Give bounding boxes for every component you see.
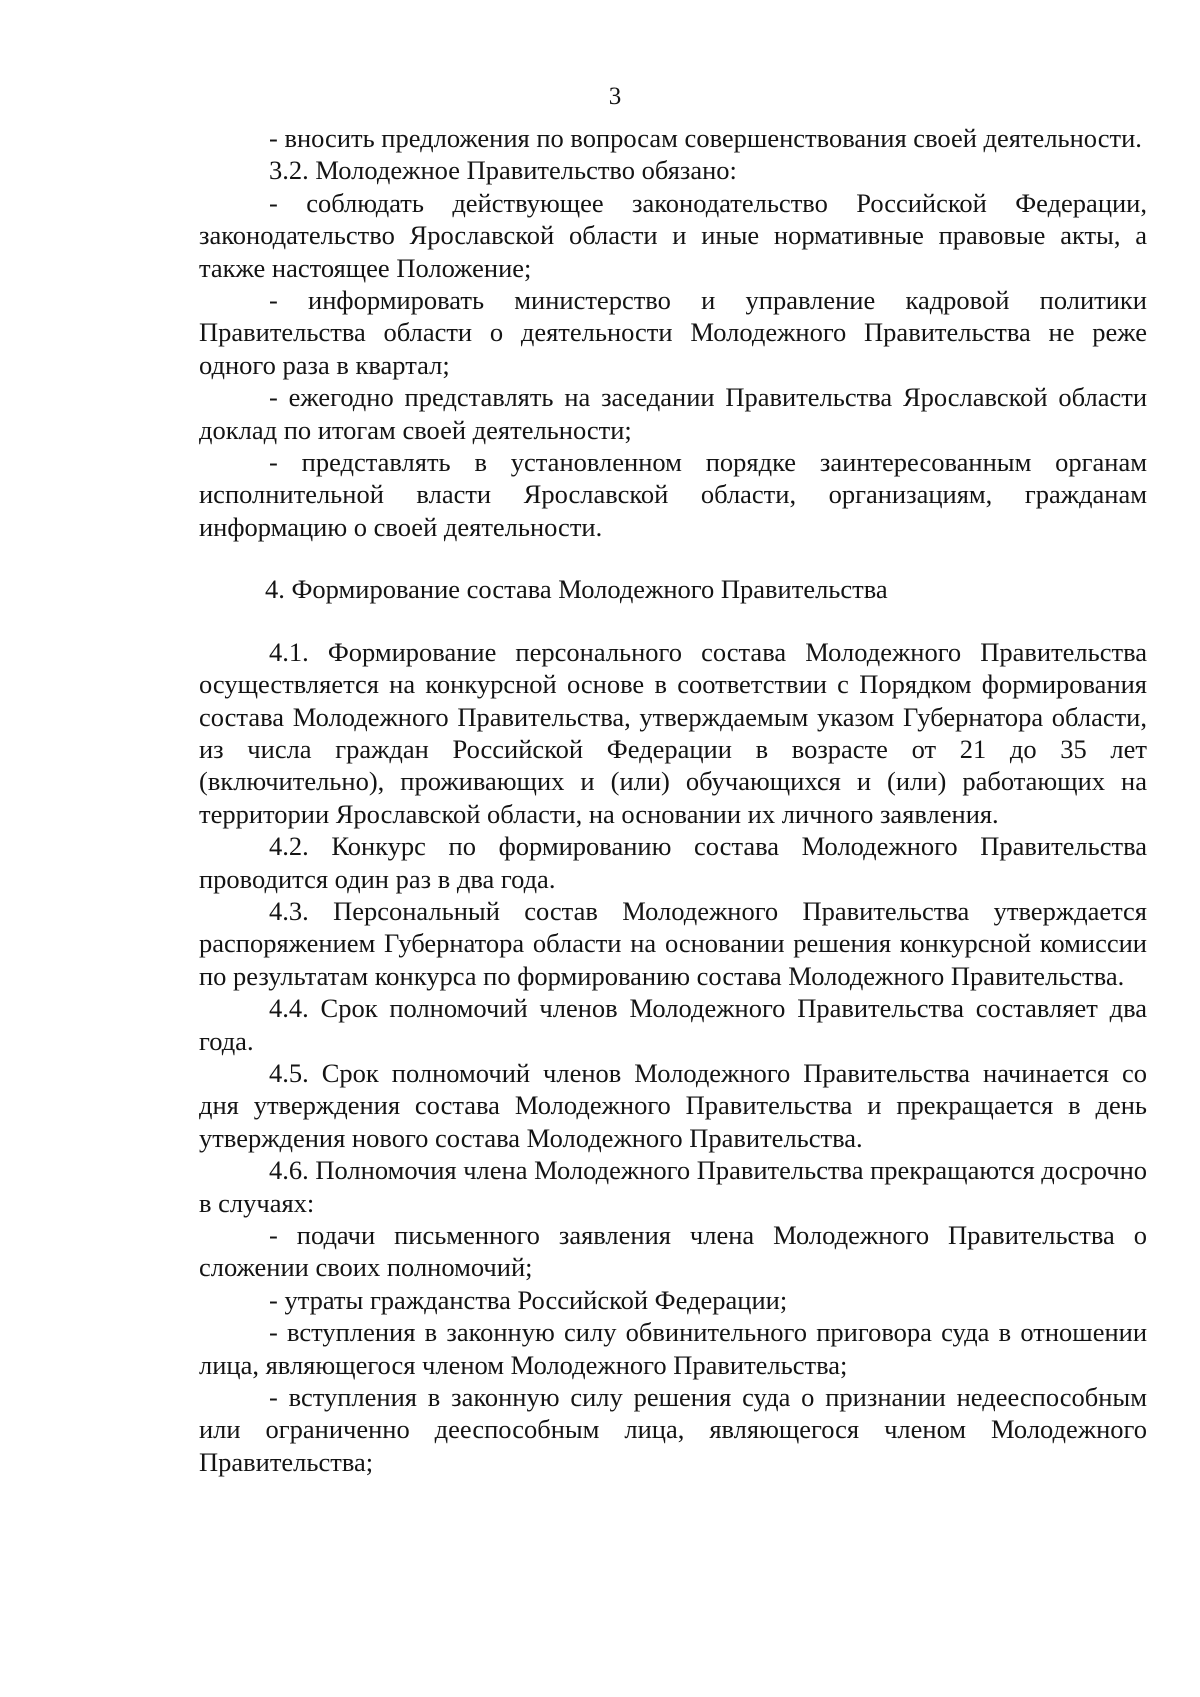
- section-title: 4. Формирование состава Молодежного Правительства: [265, 574, 888, 605]
- paragraph: 4.5. Срок полномочий членов Молодежного Правительства начинается со дня утверждения состава Молодежного Правительства и прекращается в день утверждения нового состава Молодежного Правительства.: [199, 1057, 1147, 1153]
- document-body: [199, 122, 1147, 1478]
- paragraph: - подачи письменного заявления члена Молодежного Правительства о сложении своих полномочий;: [199, 1220, 1147, 1283]
- page-number: 3: [608, 83, 622, 110]
- paragraph: 4.2. Конкурс по формированию состава Молодежного Правительства проводится один раз в два года.: [199, 831, 1147, 894]
- paragraph: - вступления в законную силу решения суда о признании недееспособным или ограниченно дееспособным лица, являющегося членом Молодежного Правительства;: [199, 1382, 1147, 1477]
- paragraph: 4.1. Формирование персонального состава Молодежного Правительства осуществляется на конкурсной основе в соответствии с Порядком формирования состава Молодежного Правительства, утверждаемым указом Губернатора области, из числа граждан Российской Федерации в возрасте от 21 до 35 лет (включительно), проживающих и (или) обучающихся и (или) работающих на территории Ярославской области, на основании их личного заявления.: [199, 636, 1147, 829]
- paragraph: - вступления в законную силу обвинительного приговора суда в отношении лица, являющегося членом Молодежного Правительства;: [199, 1317, 1147, 1380]
- paragraph: 4.6. Полномочия члена Молодежного Правительства прекращаются досрочно в случаях:: [199, 1155, 1147, 1218]
- paragraph: - соблюдать действующее законодательство Российской Федерации, законодательство Ярославской области и иные нормативные правовые акты, а также настоящее Положение;: [199, 187, 1147, 283]
- paragraph: 3.2. Молодежное Правительство обязано:: [269, 155, 737, 186]
- paragraph: - вносить предложения по вопросам совершенствования своей деятельности.: [269, 123, 1142, 153]
- paragraph: 4.4. Срок полномочий членов Молодежного Правительства составляет два года.: [199, 993, 1147, 1056]
- spacer: [199, 606, 1147, 636]
- paragraph: - информировать министерство и управление кадровой политики Правительства области о деятельности Молодежного Правительства не реже одного раза в квартал;: [199, 285, 1147, 380]
- paragraph: - утраты гражданства Российской Федерации;: [269, 1284, 788, 1315]
- paragraph: - ежегодно представлять на заседании Правительства Ярославской области доклад по итогам своей деятельности;: [199, 382, 1147, 445]
- paragraph: 4.3. Персональный состав Молодежного Правительства утверждается распоряжением Губернатора области на основании решения конкурсной комиссии по результатам конкурса по формированию состава Молодежного Правительства.: [199, 895, 1147, 991]
- spacer: [199, 543, 1147, 573]
- paragraph: - представлять в установленном порядке заинтересованным органам исполнительной власти Ярославской области, организациям, гражданам информацию о своей деятельности.: [199, 447, 1147, 542]
